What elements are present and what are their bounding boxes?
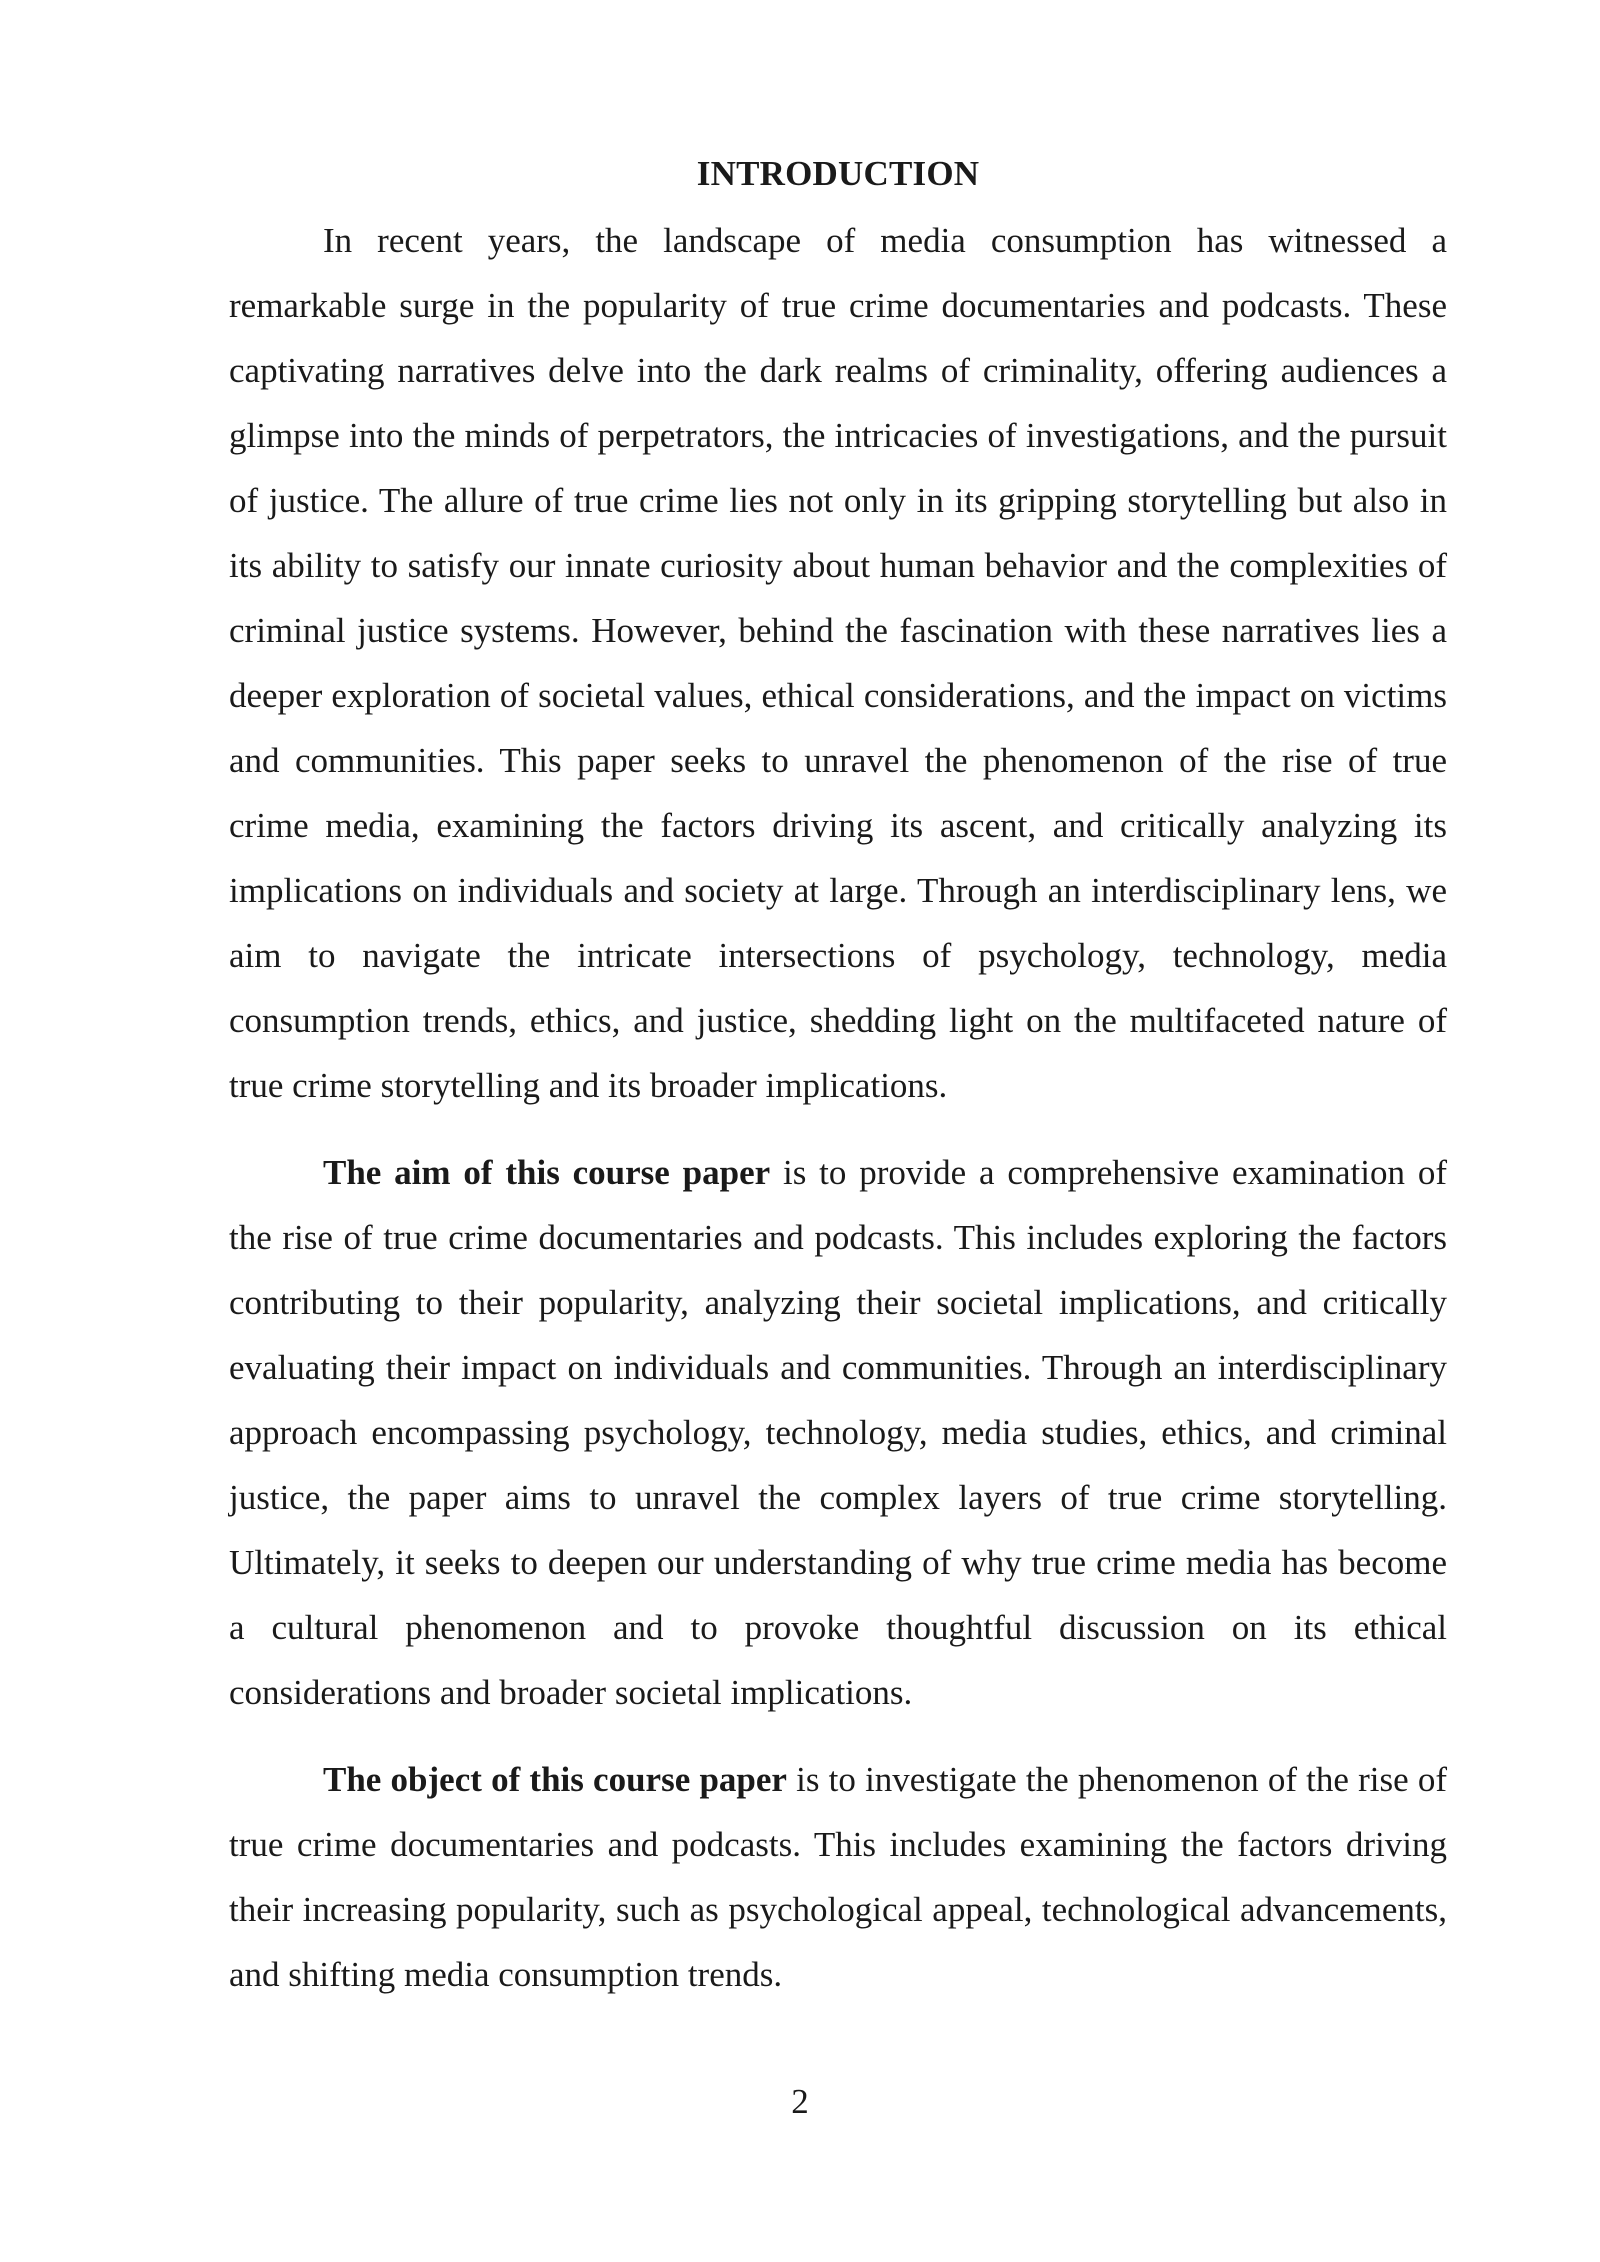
paragraph-text: In recent years, the landscape of media consumption has witnessed a remarkable surge in the popularity of true crime documentaries and podcasts. These captivating narratives delve into the dark realms of criminality, offering audiences a glimpse into the minds of perpetrators, the intricacies of investigations, and the pursuit of justice. The allure of true crime lies not only in its gripping storytelling but also in its ability to satisfy our innate curiosity about human behavior and the complexities of criminal justice systems. However, behind the fascination with these narratives lies a deeper exploration of societal values, ethical considerations, and the impact on victims and communities. This paper seeks to unravel the phenomenon of the rise of true crime media, examining the factors driving its ascent, and critically analyzing its implications on individuals and society at large. Through an interdisciplinary lens, we aim to navigate the intricate intersections of psychology, technology, media consumption trends, ethics, and justice, shedding light on the multifaceted nature of true crime storytelling and its broader implications. [229,221,1447,1105]
paragraph-lead: The object of this course paper [323,1760,787,1799]
paragraph-text: is to investigate the phenomenon of the rise of true crime documentaries and podcasts. This includes examining the factors driving their increasing popularity, such as psychological appeal, technological advancements, and shifting media consumption trends. [229,1760,1447,1994]
section-heading: INTRODUCTION [696,154,980,193]
page-content [229,148,1447,2029]
paragraph-aim [229,1140,1447,1725]
page-number: 2 [791,2082,809,2121]
paragraph-introduction [229,208,1447,1118]
paragraph-object [229,1747,1447,2007]
paragraph-lead: The aim of this course paper [323,1153,771,1192]
paragraph-text: is to provide a comprehensive examination of the rise of true crime documentaries and podcasts. This includes exploring the factors contributing to their popularity, analyzing their societal implications, and critically evaluating their impact on individuals and communities. Through an interdisciplinary approach encompassing psychology, technology, media studies, ethics, and criminal justice, the paper aims to unravel the complex layers of true crime storytelling. Ultimately, it seeks to deepen our understanding of why true crime media has become a cultural phenomenon and to provoke thoughtful discussion on its ethical considerations and broader societal implications. [229,1153,1447,1712]
